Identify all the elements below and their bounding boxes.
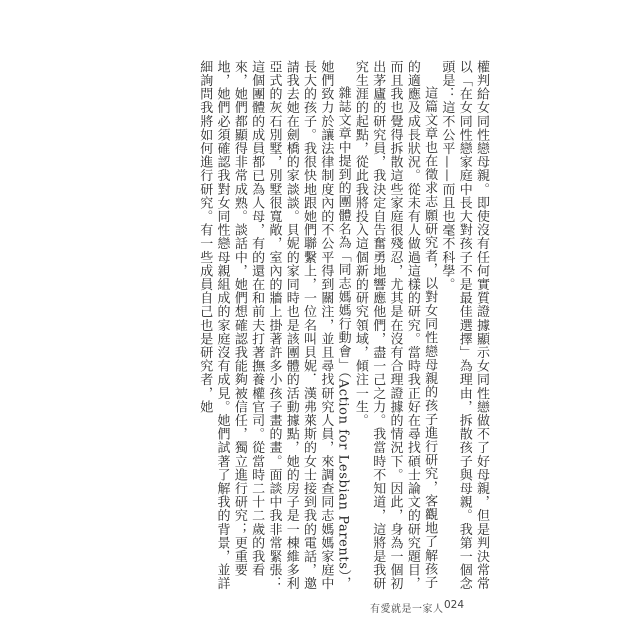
paragraph-1: 權判給女同性戀母親。即使沒有任何實質證據顯示女同性戀做不了好母親，但是判決常常以「在女同性戀家庭中長大對孩子不是最佳選擇」為理由，拆散孩子與母親。我第一個念頭是：這不公平——而且也毫不科學。 xyxy=(439,60,489,591)
body-text xyxy=(168,60,490,600)
paragraph-3: 雜誌文章中提到的團體名為「同志媽媽行動會」（Action for Lesbian Parents），她們致力於讓法律制度內的不公平得到關注，並且尋找研究人員，來調查同志媽媽家庭中長大的孩子。我很快地跟她們聯繫上，一位名叫貝妮．漢弗萊斯的女士接到我的電話，邀請我去她在劍橋的家談談。貝妮的家同時也是該團體的活動據點，她的房子是一棟維多利亞式的灰石別墅，別墅很寬敞，室內的牆上掛著許多小孩子畫的畫。面談中我非常緊張：這個團體的成員都已為人母，有的還在和前夫打著撫養權官司。從當時二十二歲的我看來，她們都顯得非常成熟。談話中，她們想確認我能夠被信任，獨立進行研究；更重要地，她們必須確認我對女同性戀母親組成的家庭沒有成見。她們試著了解我的背景，並詳細詢問我將如何進行研究。有一些成員自己也是研究者，她 xyxy=(197,60,351,591)
page-number: 024 xyxy=(444,599,465,611)
paragraph-2: 這篇文章也在徵求志願研究者，以對女同性戀母親的孩子進行研究，客觀地了解孩子的適應及成長狀況。從未有人做過這樣的研究。當時我正好在尋找碩士論文的研究題目，而且我也覺得拆散這些家庭很殘忍，尤其是在沒有合理證據的情況下。因此，身為一個初出茅廬的研究員，我決定自告奮勇地響應他們，盡一己之力。我當時不知道，這將是我研究生涯的起點，從此我將投入這個新的研究領域，傾注一生。 xyxy=(352,60,438,591)
running-footer-title: 有愛就是一家人 xyxy=(370,604,444,615)
